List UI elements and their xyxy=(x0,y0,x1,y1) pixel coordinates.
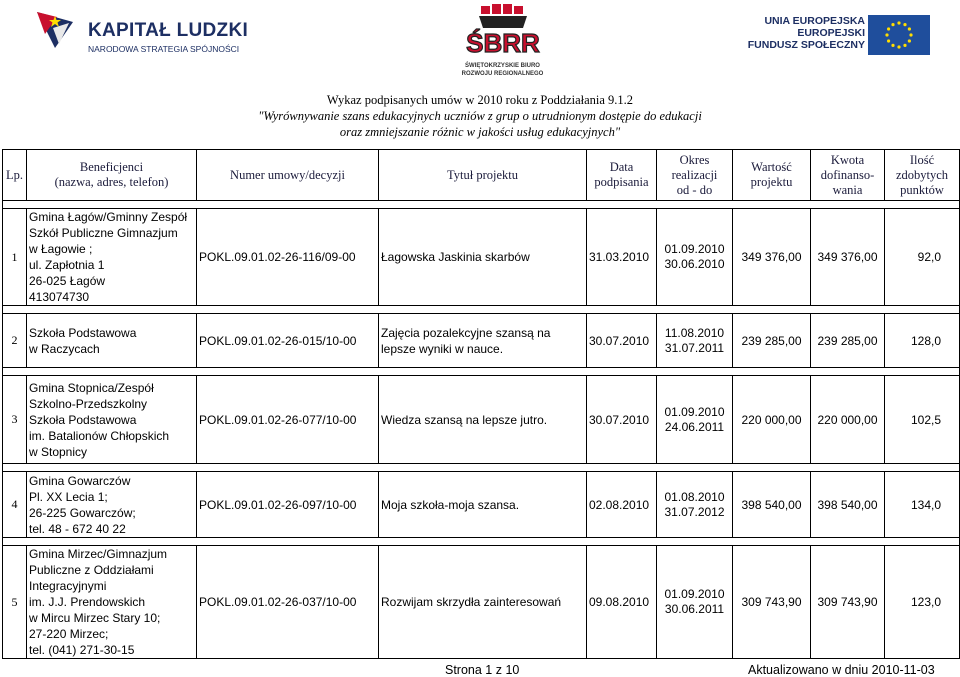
beneficiary-line: w Mircu Mirzec Stary 10; xyxy=(29,611,161,625)
cell-beneficiary xyxy=(27,546,197,659)
cell-lp: 5 xyxy=(3,546,27,659)
period-line: 01.09.2010 xyxy=(664,587,725,601)
cell-period xyxy=(657,376,733,464)
beneficiary-line: 26-225 Gowarczów; xyxy=(29,505,136,520)
project-line: Moja szkoła-moja szansa. xyxy=(381,497,520,512)
beneficiary-line: 27-220 Mirzec; xyxy=(29,627,109,641)
cell-project xyxy=(379,472,587,538)
cell-lp: 2 xyxy=(3,314,27,368)
eu-star-icon xyxy=(909,33,912,36)
period-line: 30.06.2010 xyxy=(664,257,725,271)
header-value: Wartość projektu xyxy=(733,150,811,201)
sbrr-mark-text: ŚBRR xyxy=(466,28,540,58)
table-row xyxy=(3,209,960,306)
beneficiary-line: Szkoła Podstawowa xyxy=(29,325,137,340)
cell-points: 134,0 xyxy=(885,472,960,538)
kapital-ludzki-logo xyxy=(33,8,249,58)
cell-period xyxy=(657,472,733,538)
eu-star-icon xyxy=(891,23,894,26)
beneficiary-line: Gmina Mirzec/Gimnazjum xyxy=(29,547,168,561)
beneficiary-line: tel. (041) 271-30-15 xyxy=(29,643,135,657)
beneficiary-line: w Łagowie ; xyxy=(29,242,93,256)
header-date: Data podpisania xyxy=(587,150,657,201)
kapital-ludzki-flag-icon xyxy=(33,8,77,52)
beneficiary-line: im. J.J. Prendowskich xyxy=(29,595,146,609)
cell-project xyxy=(379,376,587,464)
eu-star-icon xyxy=(885,33,888,36)
cell-value: 398 540,00 xyxy=(733,472,811,538)
period-line: 24.06.2011 xyxy=(664,419,725,434)
header-funding: Kwota dofinanso- wania xyxy=(811,150,885,201)
kapital-ludzki-subtitle: NARODOWA STRATEGIA SPÓJNOŚCI xyxy=(88,44,240,54)
eu-star-icon xyxy=(887,27,890,30)
beneficiary-line: Publiczne z Oddziałami xyxy=(29,563,154,577)
cell-value: 220 000,00 xyxy=(733,376,811,464)
table-row xyxy=(3,314,960,368)
sbrr-mark-icon xyxy=(457,4,549,62)
header-lp: Lp. xyxy=(3,150,27,201)
cell-beneficiary xyxy=(27,209,197,306)
period-line: 31.07.2012 xyxy=(664,504,725,519)
beneficiary-line: Szkoła Podstawowa xyxy=(29,412,137,427)
eu-star-icon xyxy=(897,21,900,24)
table-header-row xyxy=(3,150,960,201)
beneficiary-line: Gmina Stopnica/Zespół xyxy=(29,380,154,395)
cell-value: 239 285,00 xyxy=(733,314,811,368)
row-separator xyxy=(3,306,960,314)
project-line: Łagowska Jaskinia skarbów xyxy=(381,250,530,264)
header-number: Numer umowy/decyzji xyxy=(197,150,379,201)
row-separator xyxy=(3,368,960,376)
cell-date: 30.07.2010 xyxy=(587,376,657,464)
beneficiary-line: w Raczycach xyxy=(29,341,100,356)
project-line: Rozwijam skrzydła zainteresowań xyxy=(381,595,562,609)
cell-number: POKL.09.01.02-26-077/10-00 xyxy=(197,376,379,464)
header-points: Ilość zdobytych punktów xyxy=(885,150,960,201)
cell-period xyxy=(657,314,733,368)
cell-project xyxy=(379,209,587,306)
cell-value: 309 743,90 xyxy=(733,546,811,659)
page-indicator: Strona 1 z 10 xyxy=(445,663,520,677)
sbrr-line2: ROZWOJU REGIONALNEGO xyxy=(461,71,544,77)
title-line1: Wykaz podpisanych umów w 2010 roku z Poddziałania 9.1.2 xyxy=(326,93,634,107)
cell-points: 92,0 xyxy=(885,209,960,306)
ue-line2: EUROPEJSKI xyxy=(797,27,865,39)
beneficiary-line: 26-025 Łagów xyxy=(29,274,106,288)
beneficiary-line: Gmina Łagów/Gminny Zespół xyxy=(29,210,188,224)
table-row xyxy=(3,546,960,659)
eu-star-icon xyxy=(897,45,900,48)
header-period: Okres realizacji od - do xyxy=(657,150,733,201)
cell-funding: 220 000,00 xyxy=(811,376,885,464)
eu-flag-icon xyxy=(868,15,930,55)
cell-number: POKL.09.01.02-26-015/10-00 xyxy=(197,314,379,368)
ue-logo xyxy=(747,15,930,55)
document-title xyxy=(0,92,960,140)
period-line: 01.09.2010 xyxy=(664,404,725,419)
cell-beneficiary xyxy=(27,376,197,464)
cell-points: 128,0 xyxy=(885,314,960,368)
cell-lp: 4 xyxy=(3,472,27,538)
beneficiary-line: ul. Zapłotnia 1 xyxy=(29,258,105,272)
row-separator xyxy=(3,538,960,546)
ue-line3: FUNDUSZ SPOŁECZNY xyxy=(747,39,865,51)
cell-value: 349 376,00 xyxy=(733,209,811,306)
beneficiary-line: Szkolno-Przedszkolny xyxy=(29,396,148,411)
cell-period xyxy=(657,546,733,659)
ue-line1: UNIA EUROPEJSKA xyxy=(764,15,865,27)
eu-star-icon xyxy=(908,27,911,30)
cell-date: 30.07.2010 xyxy=(587,314,657,368)
period-line: 11.08.2010 xyxy=(664,325,725,340)
updated-date: Aktualizowano w dniu 2010-11-03 xyxy=(748,663,935,677)
table-row xyxy=(3,376,960,464)
cell-lp: 3 xyxy=(3,376,27,464)
project-line: Wiedza szansą na lepsze jutro. xyxy=(381,412,548,427)
cell-period xyxy=(657,209,733,306)
cell-date: 02.08.2010 xyxy=(587,472,657,538)
eu-star-icon xyxy=(903,23,906,26)
cell-funding: 239 285,00 xyxy=(811,314,885,368)
eu-star-icon xyxy=(891,44,894,47)
kapital-ludzki-title: KAPITAŁ LUDZKI xyxy=(88,20,249,41)
cell-funding: 309 743,90 xyxy=(811,546,885,659)
cell-points: 102,5 xyxy=(885,376,960,464)
period-line: 01.08.2010 xyxy=(664,489,725,504)
period-line: 31.07.2011 xyxy=(664,340,725,355)
cell-beneficiary xyxy=(27,314,197,368)
title-line3: oraz zmniejszanie różnic w jakości usług edukacyjnych" xyxy=(339,125,621,139)
beneficiary-line: Integracyjnymi xyxy=(29,579,107,593)
row-separator xyxy=(3,464,960,472)
cell-number: POKL.09.01.02-26-116/09-00 xyxy=(197,209,379,306)
row-separator xyxy=(3,201,960,209)
eu-star-icon xyxy=(887,39,890,42)
beneficiary-line: 413074730 xyxy=(29,290,90,304)
ue-text xyxy=(748,15,865,51)
cell-funding: 398 540,00 xyxy=(811,472,885,538)
eu-star-icon xyxy=(903,44,906,47)
beneficiary-line: Szkół Publiczne Gimnazjum xyxy=(29,226,178,240)
beneficiary-line: Pl. XX Lecia 1; xyxy=(29,489,108,504)
beneficiary-line: w Stopnicy xyxy=(29,444,88,459)
beneficiary-line: im. Batalionów Chłopskich xyxy=(29,428,170,443)
eu-star-icon xyxy=(908,39,911,42)
cell-project xyxy=(379,546,587,659)
beneficiary-line: Gmina Gowarczów xyxy=(29,473,131,488)
cell-project xyxy=(379,314,587,368)
sbrr-logo xyxy=(455,4,550,80)
agreements-table xyxy=(2,149,960,659)
cell-beneficiary xyxy=(27,472,197,538)
project-line: Zajęcia pozalekcyjne szansą na xyxy=(381,325,551,340)
cell-number: POKL.09.01.02-26-037/10-00 xyxy=(197,546,379,659)
period-line: 30.06.2011 xyxy=(664,602,725,616)
period-line: 01.09.2010 xyxy=(664,242,725,256)
cell-lp: 1 xyxy=(3,209,27,306)
cell-date: 09.08.2010 xyxy=(587,546,657,659)
beneficiary-line: tel. 48 - 672 40 22 xyxy=(29,521,126,536)
title-line2: "Wyrównywanie szans edukacyjnych uczniów z grup o utrudnionym dostępie do edukacji xyxy=(258,109,702,123)
header-project: Tytuł projektu xyxy=(379,150,587,201)
sbrr-line1: ŚWIĘTOKRZYSKIE BIURO xyxy=(465,63,540,69)
project-line: lepsze wyniki w nauce. xyxy=(381,341,504,356)
header-beneficiary: Beneficjenci (nazwa, adres, telefon) xyxy=(27,150,197,201)
table-row xyxy=(3,472,960,538)
cell-date: 31.03.2010 xyxy=(587,209,657,306)
cell-funding: 349 376,00 xyxy=(811,209,885,306)
cell-number: POKL.09.01.02-26-097/10-00 xyxy=(197,472,379,538)
cell-points: 123,0 xyxy=(885,546,960,659)
